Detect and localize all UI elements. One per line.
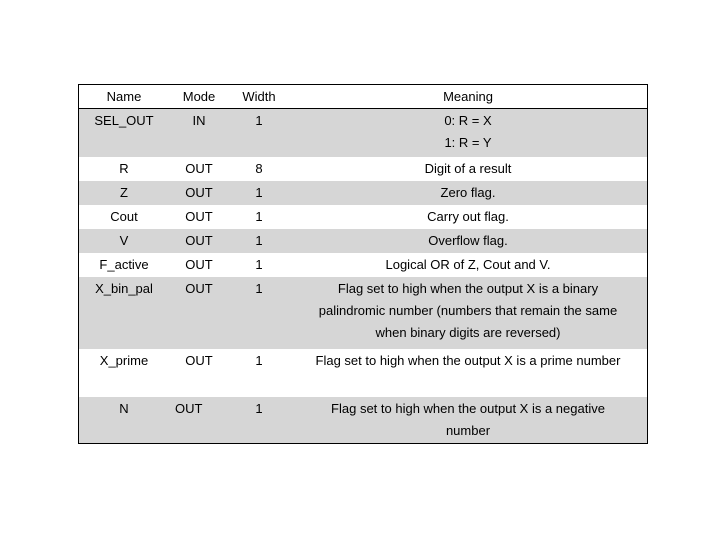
cell-mode: OUT xyxy=(175,401,203,416)
cell-name: N xyxy=(119,401,129,416)
meaning-line: when binary digits are reversed) xyxy=(375,325,561,340)
cell-meaning xyxy=(289,109,647,154)
cell-mode: OUT xyxy=(185,353,213,368)
table-row xyxy=(79,253,647,277)
table-row xyxy=(79,157,647,181)
cell-meaning xyxy=(289,277,647,344)
cell-width: 1 xyxy=(255,233,263,248)
cell-width: 1 xyxy=(255,257,263,272)
cell-width: 1 xyxy=(255,401,263,416)
table-row xyxy=(79,349,647,397)
cell-name: Z xyxy=(120,185,128,200)
cell-meaning: Zero flag. xyxy=(440,185,496,200)
table-row xyxy=(79,277,647,349)
table-row xyxy=(79,229,647,253)
table-row xyxy=(79,205,647,229)
cell-mode: OUT xyxy=(185,185,213,200)
table-row xyxy=(79,181,647,205)
header-width: Width xyxy=(242,89,276,104)
cell-meaning: Overflow flag. xyxy=(428,233,508,248)
cell-name: R xyxy=(119,161,129,176)
meaning-line: Flag set to high when the output X is a binary xyxy=(337,281,599,296)
cell-meaning xyxy=(289,397,647,442)
cell-width: 1 xyxy=(255,353,263,368)
cell-name: F_active xyxy=(99,257,149,272)
cell-width: 8 xyxy=(255,161,263,176)
cell-meaning: Digit of a result xyxy=(424,161,512,176)
table-row xyxy=(79,109,647,157)
meaning-line: palindromic number (numbers that remain the same xyxy=(318,303,618,318)
cell-mode: OUT xyxy=(185,281,213,296)
cell-name: X_prime xyxy=(99,353,149,368)
cell-mode: OUT xyxy=(185,161,213,176)
cell-name: V xyxy=(119,233,129,248)
cell-mode: OUT xyxy=(185,209,213,224)
cell-name: X_bin_pal xyxy=(95,281,153,296)
header-name: Name xyxy=(106,89,142,104)
cell-width: 1 xyxy=(255,113,263,128)
meaning-line: 1: R = Y xyxy=(444,135,492,150)
cell-name: SEL_OUT xyxy=(94,113,154,128)
meaning-line: Flag set to high when the output X is a negative xyxy=(331,401,605,416)
cell-name: Cout xyxy=(110,209,138,224)
header-mode: Mode xyxy=(182,89,216,104)
cell-width: 1 xyxy=(255,281,263,296)
cell-width: 1 xyxy=(255,185,263,200)
cell-mode: IN xyxy=(192,113,206,128)
cell-width: 1 xyxy=(255,209,263,224)
meaning-line: 0: R = X xyxy=(444,113,492,128)
signal-table xyxy=(78,84,648,444)
cell-meaning: Logical OR of Z, Cout and V. xyxy=(385,257,551,272)
cell-mode: OUT xyxy=(185,233,213,248)
header-meaning: Meaning xyxy=(443,89,493,104)
table-header xyxy=(79,85,647,109)
cell-mode: OUT xyxy=(185,257,213,272)
table-row xyxy=(79,397,647,443)
cell-meaning: Flag set to high when the output X is a prime number xyxy=(315,353,621,368)
cell-meaning: Carry out flag. xyxy=(427,209,509,224)
meaning-line: number xyxy=(445,423,491,438)
